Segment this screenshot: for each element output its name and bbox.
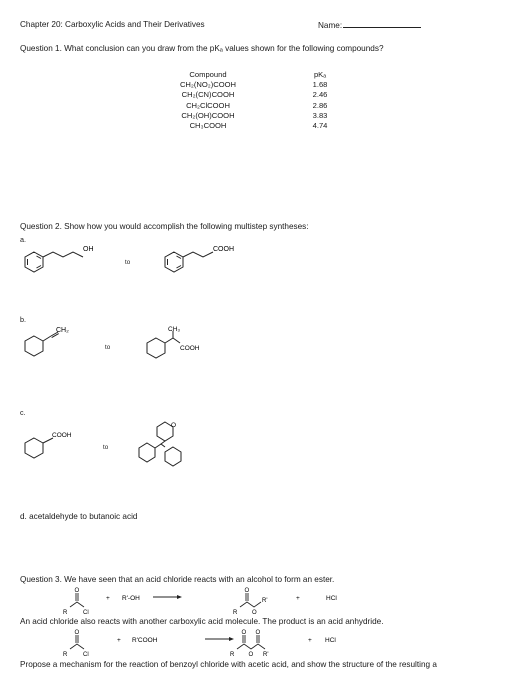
part-a-start-group: OH [83, 246, 94, 253]
question-3-prompt: Question 3. We have seen that an acid chloride reacts with an alcohol to form an ester. [20, 575, 335, 584]
question-1-prompt: Question 1. What conclusion can you draw from the pKₐ values shown for the following compounds? [20, 44, 384, 53]
reaction-2-carbonyl-o: O [74, 630, 80, 636]
part-a-start-structure [22, 238, 112, 278]
reaction-1-scheme [60, 585, 360, 617]
compound-column [162, 70, 254, 131]
part-a-label: a. [20, 235, 26, 244]
part-c-start-group: COOH [52, 432, 72, 439]
reaction-1-carbonyl-o: O [74, 588, 80, 594]
reaction-2-reagent: R'COOH [132, 637, 158, 644]
question-3-sentence-2: An acid chloride also reacts with another carboxylic acid molecule. The product is an acid anhydride. [20, 617, 384, 626]
chapter-title: Chapter 20: Carboxylic Acids and Their Derivatives [20, 20, 205, 29]
part-a-to: to [125, 259, 131, 266]
part-c-ring-oxygen: O [171, 422, 177, 429]
reaction-1-arrowhead [177, 595, 182, 599]
compound-row: CH₂(OH)COOH [181, 110, 235, 120]
pka-value: 3.83 [312, 110, 328, 120]
reaction-1-reagent: R'-OH [122, 595, 140, 602]
part-c-end-structure [136, 414, 196, 474]
part-b-end-group: COOH [180, 345, 200, 352]
name-field[interactable] [318, 20, 421, 30]
reaction-2-anhydride-r: R [230, 652, 235, 658]
part-b-to: to [105, 344, 111, 351]
reaction-2-r: R [63, 652, 68, 658]
pka-column [305, 70, 335, 131]
question-2-prompt: Question 2. Show how you would accomplish the following multistep syntheses: [20, 222, 309, 231]
reaction-2-plus: + [117, 637, 121, 644]
part-a-end-structure [162, 238, 262, 278]
reaction-1-plus-2: + [296, 595, 300, 602]
part-a-end-group: COOH [213, 246, 234, 253]
reaction-1-plus: + [106, 595, 110, 602]
part-b-end-methyl: CH₃ [168, 326, 181, 333]
part-b-label: b. [20, 315, 26, 324]
name-blank-line[interactable] [343, 20, 421, 28]
pka-value: 4.74 [312, 121, 328, 131]
pka-header: pKₐ [313, 70, 327, 79]
reaction-2-anhydride-o2: O [255, 630, 261, 636]
pka-value: 2.46 [312, 90, 328, 100]
reaction-1-cl: Cl [83, 610, 89, 616]
compound-header: Compound [189, 70, 227, 79]
reaction-2-cl: Cl [83, 652, 89, 658]
pka-value: 2.86 [312, 100, 328, 110]
reaction-1-r: R [63, 610, 68, 616]
pka-value: 1.68 [312, 80, 328, 90]
reaction-2-byproduct: HCl [325, 637, 336, 644]
reaction-1-ester-carbonyl-o: O [244, 588, 250, 594]
reaction-2-arrowhead [229, 637, 234, 641]
part-c-to: to [103, 444, 109, 451]
reaction-1-ester-r: R [233, 610, 238, 616]
part-b-start-structure [22, 322, 102, 362]
part-c-start-structure [22, 424, 102, 464]
reaction-2-anhydride-o1: O [241, 630, 247, 636]
compound-row: CH₃COOH [189, 121, 227, 131]
reaction-1-ester-o: O [252, 610, 257, 616]
reaction-2-scheme [60, 627, 360, 659]
compound-row: CH₂ClCOOH [186, 100, 230, 110]
part-b-end-structure [144, 324, 234, 364]
part-b-start-group: CH₂ [56, 327, 69, 334]
part-c-label: c. [20, 408, 26, 417]
reaction-1-ester-r2: R' [262, 598, 268, 604]
reaction-2-plus-2: + [308, 637, 312, 644]
reaction-2-anhydride-bridge-o: O [248, 652, 254, 658]
compound-row: CH₂(NO₂)COOH [179, 80, 237, 90]
question-3-final-prompt: Propose a mechanism for the reaction of benzoyl chloride with acetic acid, and show the structure of the resulting a [20, 660, 437, 669]
name-label: Name: [318, 21, 343, 30]
part-d-text: d. acetaldehyde to butanoic acid [20, 512, 138, 521]
compound-row: CH₂(CN)COOH [181, 90, 235, 100]
reaction-1-byproduct: HCl [326, 595, 337, 602]
reaction-2-anhydride-r2: R' [263, 652, 269, 658]
